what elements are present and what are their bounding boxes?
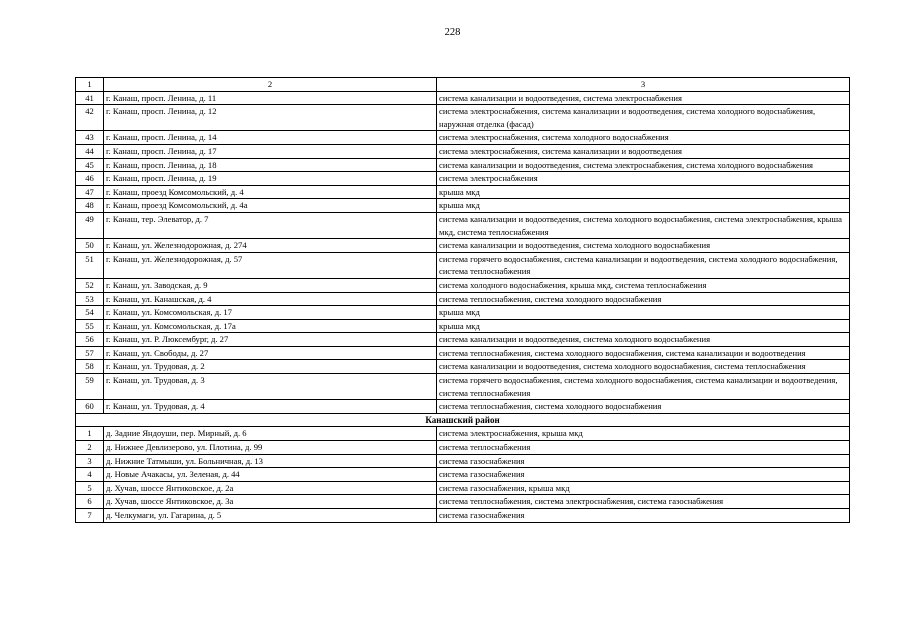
row-number-cell: 2 — [76, 441, 104, 455]
header-col-2: 2 — [104, 78, 437, 92]
section-row — [76, 413, 850, 427]
systems-cell: система канализации и водоотведения, система холодного водоснабжения — [437, 333, 850, 347]
table-row — [76, 185, 850, 199]
row-number-cell: 3 — [76, 454, 104, 468]
row-number-cell: 47 — [76, 185, 104, 199]
header-col-3: 3 — [437, 78, 850, 92]
systems-cell: система электроснабжения, система канализации и водоотведения — [437, 144, 850, 158]
table-row — [76, 427, 850, 441]
table-row — [76, 346, 850, 360]
row-number-cell: 48 — [76, 199, 104, 213]
table-body — [76, 78, 850, 523]
systems-cell: система канализации и водоотведения, система электроснабжения, система холодного водоснабжения — [437, 158, 850, 172]
table-row — [76, 158, 850, 172]
section-title: Канашский район — [76, 413, 850, 427]
systems-cell: система теплоснабжения, система электроснабжения, система газоснабжения — [437, 495, 850, 509]
address-cell: д. Нижнее Девлизерово, ул. Плотина, д. 99 — [104, 441, 437, 455]
row-number-cell: 5 — [76, 481, 104, 495]
table-row — [76, 360, 850, 374]
table-row — [76, 509, 850, 523]
address-cell: г. Канаш, просп. Ленина, д. 12 — [104, 105, 437, 131]
table-row — [76, 212, 850, 238]
row-number-cell: 54 — [76, 306, 104, 320]
address-cell: г. Канаш, ул. Комсомольская, д. 17 — [104, 306, 437, 320]
row-number-cell: 58 — [76, 360, 104, 374]
row-number-cell: 41 — [76, 91, 104, 105]
table-row — [76, 199, 850, 213]
table-row — [76, 454, 850, 468]
systems-cell: система газоснабжения — [437, 454, 850, 468]
address-cell: д. Челкумаги, ул. Гагарина, д. 5 — [104, 509, 437, 523]
table-row — [76, 495, 850, 509]
table-row — [76, 306, 850, 320]
systems-cell: система электроснабжения, система канализации и водоотведения, система холодного водоснабжения, наружная отделка (фасад) — [437, 105, 850, 131]
address-cell: г. Канаш, просп. Ленина, д. 19 — [104, 172, 437, 186]
address-cell: д. Задние Яндоуши, пер. Мирный, д. 6 — [104, 427, 437, 441]
row-number-cell: 59 — [76, 374, 104, 400]
row-number-cell: 46 — [76, 172, 104, 186]
systems-cell: система канализации и водоотведения, система электроснабжения — [437, 91, 850, 105]
address-cell: г. Канаш, проезд Комсомольский, д. 4а — [104, 199, 437, 213]
address-cell: г. Канаш, ул. Заводская, д. 9 — [104, 278, 437, 292]
address-cell: г. Канаш, просп. Ленина, д. 18 — [104, 158, 437, 172]
table-row — [76, 319, 850, 333]
table-row — [76, 468, 850, 482]
table-row — [76, 252, 850, 278]
address-cell: г. Канаш, ул. Свободы, д. 27 — [104, 346, 437, 360]
address-cell: д. Новые Ачакасы, ул. Зеленая, д. 44 — [104, 468, 437, 482]
row-number-cell: 57 — [76, 346, 104, 360]
systems-cell: крыша мкд — [437, 199, 850, 213]
row-number-cell: 50 — [76, 239, 104, 253]
systems-cell: система горячего водоснабжения, система канализации и водоотведения, система холодного водоснабжения, система теплоснабжения — [437, 252, 850, 278]
table-row — [76, 239, 850, 253]
row-number-cell: 52 — [76, 278, 104, 292]
systems-cell: система канализации и водоотведения, система холодного водоснабжения — [437, 239, 850, 253]
page-number: 228 — [444, 27, 461, 38]
row-number-cell: 44 — [76, 144, 104, 158]
address-cell: г. Канаш, ул. Трудовая, д. 4 — [104, 400, 437, 414]
address-cell: г. Канаш, просп. Ленина, д. 14 — [104, 131, 437, 145]
systems-cell: система электроснабжения, система холодного водоснабжения — [437, 131, 850, 145]
row-number-cell: 55 — [76, 319, 104, 333]
table-row — [76, 105, 850, 131]
table-header-row — [76, 78, 850, 92]
table-row — [76, 91, 850, 105]
systems-cell: система теплоснабжения — [437, 441, 850, 455]
address-cell: г. Канаш, просп. Ленина, д. 17 — [104, 144, 437, 158]
systems-cell: система электроснабжения, крыша мкд — [437, 427, 850, 441]
table-row — [76, 278, 850, 292]
systems-cell: система холодного водоснабжения, крыша мкд, система теплоснабжения — [437, 278, 850, 292]
row-number-cell: 42 — [76, 105, 104, 131]
row-number-cell: 4 — [76, 468, 104, 482]
systems-cell: система теплоснабжения, система холодного водоснабжения — [437, 292, 850, 306]
address-cell: г. Канаш, ул. Трудовая, д. 3 — [104, 374, 437, 400]
address-cell: г. Канаш, ул. Канашская, д. 4 — [104, 292, 437, 306]
address-cell: д. Нижние Татмыши, ул. Больничная, д. 13 — [104, 454, 437, 468]
address-cell: г. Канаш, ул. Комсомольская, д. 17а — [104, 319, 437, 333]
systems-cell: система канализации и водоотведения, система холодного водоснабжения, система теплоснабжения — [437, 360, 850, 374]
row-number-cell: 45 — [76, 158, 104, 172]
systems-cell: система теплоснабжения, система холодного водоснабжения — [437, 400, 850, 414]
table-row — [76, 292, 850, 306]
systems-cell: система электроснабжения — [437, 172, 850, 186]
table-row — [76, 441, 850, 455]
row-number-cell: 60 — [76, 400, 104, 414]
table-row — [76, 400, 850, 414]
table-row — [76, 144, 850, 158]
row-number-cell: 49 — [76, 212, 104, 238]
address-cell: д. Хучав, шоссе Янтиковское, д. 2а — [104, 481, 437, 495]
systems-cell: система газоснабжения — [437, 509, 850, 523]
row-number-cell: 1 — [76, 427, 104, 441]
table-row — [76, 481, 850, 495]
row-number-cell: 53 — [76, 292, 104, 306]
address-cell: г. Канаш, ул. Р. Люксембург, д. 27 — [104, 333, 437, 347]
systems-cell: система газоснабжения — [437, 468, 850, 482]
row-number-cell: 56 — [76, 333, 104, 347]
table-row — [76, 131, 850, 145]
address-cell: г. Канаш, ул. Трудовая, д. 2 — [104, 360, 437, 374]
table-row — [76, 333, 850, 347]
table-row — [76, 374, 850, 400]
address-cell: д. Хучав, шоссе Янтиковское, д. 3а — [104, 495, 437, 509]
systems-cell: система газоснабжения, крыша мкд — [437, 481, 850, 495]
address-cell: г. Канаш, тер. Элеватор, д. 7 — [104, 212, 437, 238]
address-cell: г. Канаш, проезд Комсомольский, д. 4 — [104, 185, 437, 199]
row-number-cell: 7 — [76, 509, 104, 523]
header-col-1: 1 — [76, 78, 104, 92]
address-cell: г. Канаш, ул. Железнодорожная, д. 57 — [104, 252, 437, 278]
systems-cell: система канализации и водоотведения, система холодного водоснабжения, система электроснабжения, крыша мкд, система теплоснабжения — [437, 212, 850, 238]
table-row — [76, 172, 850, 186]
systems-cell: крыша мкд — [437, 185, 850, 199]
systems-cell: система теплоснабжения, система холодного водоснабжения, система канализации и водоотведения — [437, 346, 850, 360]
row-number-cell: 43 — [76, 131, 104, 145]
row-number-cell: 6 — [76, 495, 104, 509]
systems-cell: крыша мкд — [437, 306, 850, 320]
systems-cell: крыша мкд — [437, 319, 850, 333]
address-cell: г. Канаш, ул. Железнодорожная, д. 274 — [104, 239, 437, 253]
address-cell: г. Канаш, просп. Ленина, д. 11 — [104, 91, 437, 105]
row-number-cell: 51 — [76, 252, 104, 278]
systems-cell: система горячего водоснабжения, система холодного водоснабжения, система канализации и водоотведения, система теплоснабжения — [437, 374, 850, 400]
buildings-table — [75, 77, 850, 523]
